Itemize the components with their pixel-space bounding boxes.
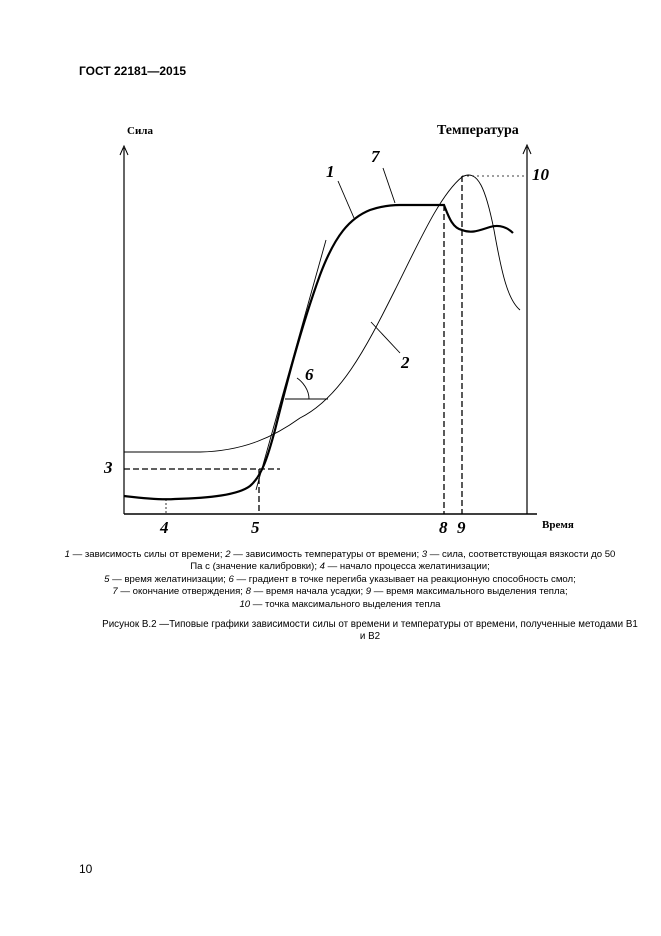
callout-6: 6 (305, 365, 314, 384)
legend-item: 3 — сила, соответствующая вязкости до 50 Па с (значение калибровки); (190, 549, 616, 573)
callout-8: 8 (439, 518, 448, 537)
callout-2-leader (371, 322, 400, 353)
page-number: 10 (79, 862, 93, 876)
callout-1: 1 (326, 162, 335, 181)
callout-1-leader (338, 181, 354, 218)
document-header: ГОСТ 22181—2015 (79, 64, 187, 78)
tangent-line (256, 240, 326, 490)
callout-9: 9 (457, 518, 466, 537)
callout-5: 5 (251, 518, 260, 537)
legend-item: 8 — время начала усадки; (245, 586, 366, 598)
callout-3: 3 (104, 458, 113, 477)
y-right-label: Температура (437, 123, 519, 138)
callout-7: 7 (371, 147, 380, 166)
callout-4: 4 (160, 518, 169, 537)
legend-item: 5 — время желатинизации; (104, 573, 229, 585)
figure-legend (60, 549, 620, 611)
x-axis-label: Время (542, 519, 574, 531)
legend-item: 2 — зависимость температуры от времени; (225, 549, 422, 560)
legend-item: 9 — время максимального выделения тепла; (365, 586, 568, 598)
legend-item: 6 — градиент в точке перегиба указывает на реакционную способность смол; (228, 573, 576, 585)
y-left-label: Сила (127, 125, 153, 137)
figure-title: Рисунок В.2 —Типовые графики зависимости силы от времени и температуры от времени, полученные методами В1 и В2 (102, 619, 638, 643)
legend-item: 1 — зависимость силы от времени; (64, 549, 226, 560)
callout-2: 2 (401, 353, 410, 372)
callout-10: 10 (532, 165, 549, 184)
temperature-curve (124, 175, 520, 452)
callout-7-leader (383, 168, 395, 203)
legend-item: 10 — точка максимального выделения тепла (239, 598, 441, 610)
legend-item: 7 — окончание отверждения; (112, 586, 246, 598)
force-curve (124, 205, 513, 499)
legend-item: 4 — начало процесса желатинизации; (319, 561, 490, 573)
